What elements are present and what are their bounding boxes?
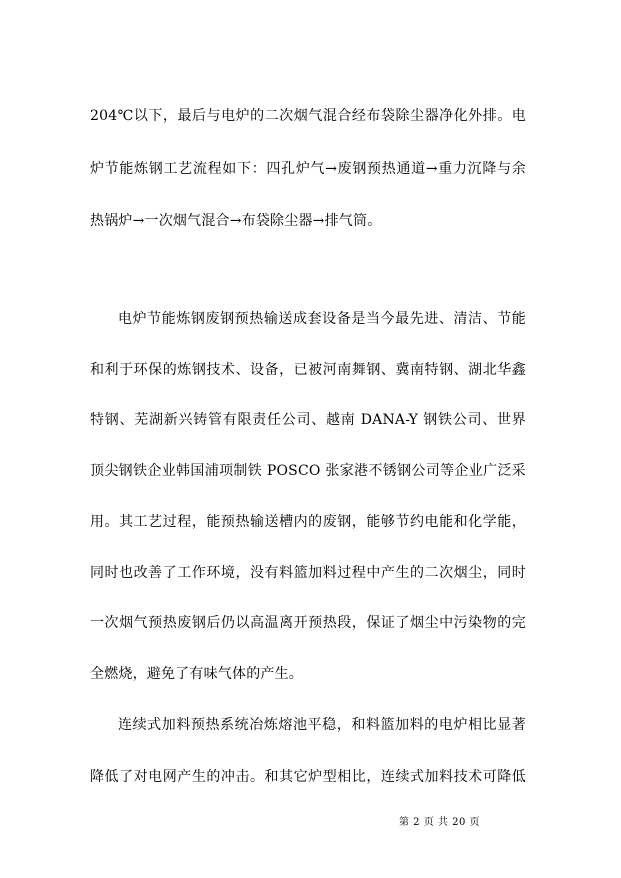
paragraph-1-line-2: 炉节能炼钢工艺流程如下：四孔炉气→废钢预热通道→重力沉降与余 bbox=[90, 161, 526, 177]
paragraph-3-line-2: 降低了对电网产生的冲击。和其它炉型相比，连续式加料技术可降低 bbox=[90, 769, 526, 785]
paragraph-2-line-6: 同时也改善了工作环境，没有料篮加料过程中产生的二次烟尘，同时 bbox=[90, 565, 526, 581]
paragraph-2-line-4: 顶尖钢铁企业韩国浦项制铁 POSCO 张家港不锈钢公司等企业广泛采 bbox=[90, 463, 526, 479]
page-number-footer: 第 2 页 共 20 页 bbox=[399, 817, 480, 828]
paragraph-2-line-2: 和利于环保的炼钢技术、设备，已被河南舞钢、冀南特钢、湖北华鑫 bbox=[90, 362, 526, 378]
paragraph-1-line-3: 热锅炉→一次烟气混合→布袋除尘器→排气筒。 bbox=[90, 213, 382, 229]
paragraph-1-line-1: 204℃以下，最后与电炉的二次烟气混合经布袋除尘器净化外排。电 bbox=[90, 108, 526, 124]
paragraph-2-line-8: 全燃烧，避免了有味气体的产生。 bbox=[90, 666, 303, 682]
paragraph-2-line-5: 用。其工艺过程，能预热输送槽内的废钢，能够节约电能和化学能， bbox=[90, 514, 526, 530]
paragraph-2-line-3: 特钢、芜湖新兴铸管有限责任公司、越南 DANA-Y 钢铁公司、世界 bbox=[90, 412, 526, 428]
paragraph-2-line-1: 电炉节能炼钢废钢预热输送成套设备是当今最先进、清洁、节能 bbox=[118, 311, 526, 327]
paragraph-2-line-7: 一次烟气预热废钢后仍以高温离开预热段，保证了烟尘中污染物的完 bbox=[90, 615, 526, 631]
paragraph-3-line-1: 连续式加料预热系统冶炼熔池平稳，和料篮加料的电炉相比显著 bbox=[118, 717, 526, 733]
